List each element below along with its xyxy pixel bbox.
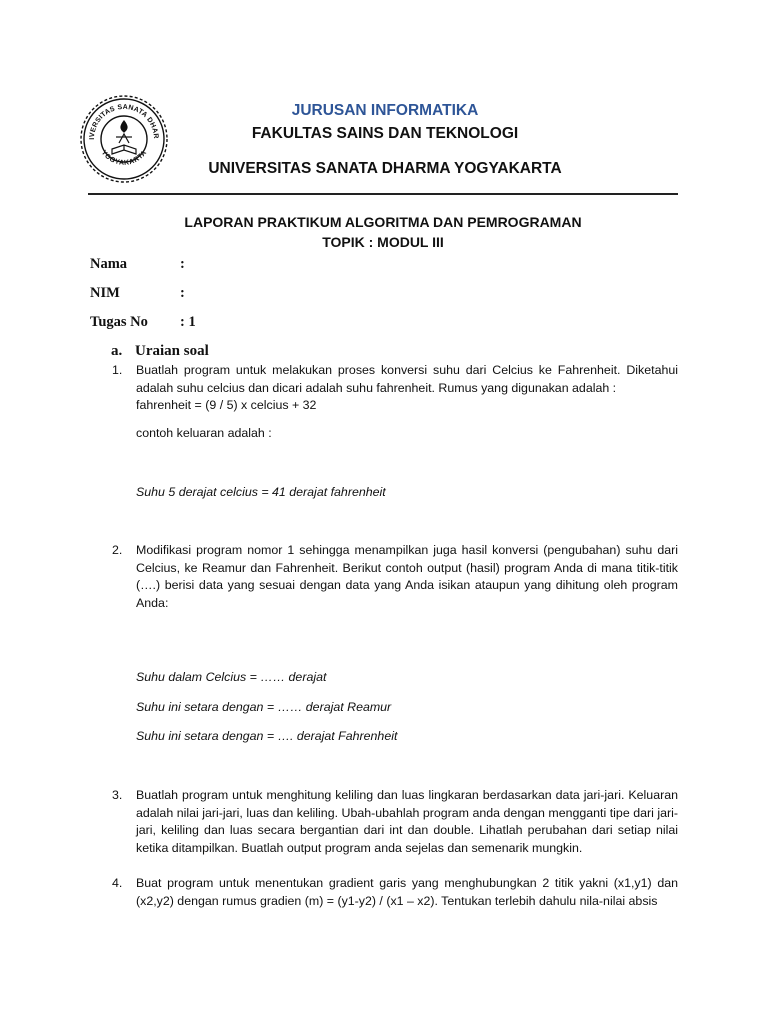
field-label: NIM xyxy=(90,285,120,301)
item-text: Buatlah program untuk menghitung keliling dan luas lingkaran berdasarkan data jari-jari. Keluaran adalah nilai jari-jari, luas dan keliling. Ubah-ubahlah program anda dengan mengganti tipe dari jari-jari, keliling dan luas secara bergantian dari int dan double. Lihatlah perubahan dari setiap nilai ketika ditampilkan. Buatlah output program anda sejelas dan semenarik mungkin. xyxy=(136,788,678,855)
list-item-3 xyxy=(112,787,678,857)
item-number: 2. xyxy=(112,543,123,557)
field-value: : 1 xyxy=(180,314,196,330)
report-title: LAPORAN PRAKTIKUM ALGORITMA DAN PEMROGRAMAN xyxy=(184,214,582,230)
seal-graphic xyxy=(78,93,170,185)
section-marker: a. xyxy=(111,343,123,359)
section-heading xyxy=(111,343,209,360)
seal-ring-text-top: IVERSITAS SANATA DHAR xyxy=(88,103,160,140)
list-item-1 xyxy=(112,362,678,397)
item-text: Modifikasi program nomor 1 sehingga menampilkan juga hasil konversi (pengubahan) suhu dari Celcius, ke Reamur dan Fahrenheit. Berikut contoh output (hasil) program Anda di mana titik-titik (….) berisi data yang sesuai dengan data yang Anda isikan ataupun yang dihitung oleh program Anda: xyxy=(136,543,678,610)
item-number: 3. xyxy=(112,788,123,802)
university-seal-icon xyxy=(78,93,170,185)
field-nama xyxy=(90,256,185,273)
field-label: Tugas No xyxy=(90,314,148,330)
item-1-example-intro: contoh keluaran adalah : xyxy=(136,426,272,440)
item-text: Buatlah program untuk melakukan proses konversi suhu dari Celcius ke Fahrenheit. Diketahui adalah suhu celcius dan dicari adalah suhu fahrenheit. Rumus yang digunakan adalah : xyxy=(136,363,678,395)
item-number: 1. xyxy=(112,363,123,377)
header-divider xyxy=(88,193,678,195)
department-name: JURUSAN INFORMATIKA xyxy=(291,102,479,119)
seal-ring-text-bottom: YOGYAKARTA xyxy=(99,149,149,167)
item-2-example-fahrenheit: Suhu ini setara dengan = …. derajat Fahrenheit xyxy=(136,729,398,743)
item-1-example-output: Suhu 5 derajat celcius = 41 derajat fahrenheit xyxy=(136,485,386,499)
field-value: : xyxy=(180,256,185,272)
faculty-name: FAKULTAS SAINS DAN TEKNOLOGI xyxy=(251,125,519,142)
item-text: Buat program untuk menentukan gradient garis yang menghubungkan 2 titik yakni (x1,y1) dan (x2,y2) dengan rumus gradien (m) = (y1-y2) / (x1 – x2). Tentukan terlebih dahulu nila-nilai absis xyxy=(136,876,678,908)
section-title: Uraian soal xyxy=(135,343,209,359)
item-1-formula: fahrenheit = (9 / 5) x celcius + 32 xyxy=(136,398,317,412)
field-tugas-no xyxy=(90,314,196,331)
field-label: Nama xyxy=(90,256,128,272)
list-item-4 xyxy=(112,875,678,910)
field-nim xyxy=(90,285,185,302)
list-item-2 xyxy=(112,542,678,612)
university-name: UNIVERSITAS SANATA DHARMA YOGYAKARTA xyxy=(208,160,562,177)
item-2-example-reamur: Suhu ini setara dengan = …… derajat Reamur xyxy=(136,700,392,714)
item-2-example-celcius: Suhu dalam Celcius = …… derajat xyxy=(136,670,327,684)
field-value: : xyxy=(180,285,185,301)
item-number: 4. xyxy=(112,876,123,890)
svg-text:YOGYAKARTA xyxy=(100,149,149,167)
report-topic: TOPIK : MODUL III xyxy=(322,234,444,250)
